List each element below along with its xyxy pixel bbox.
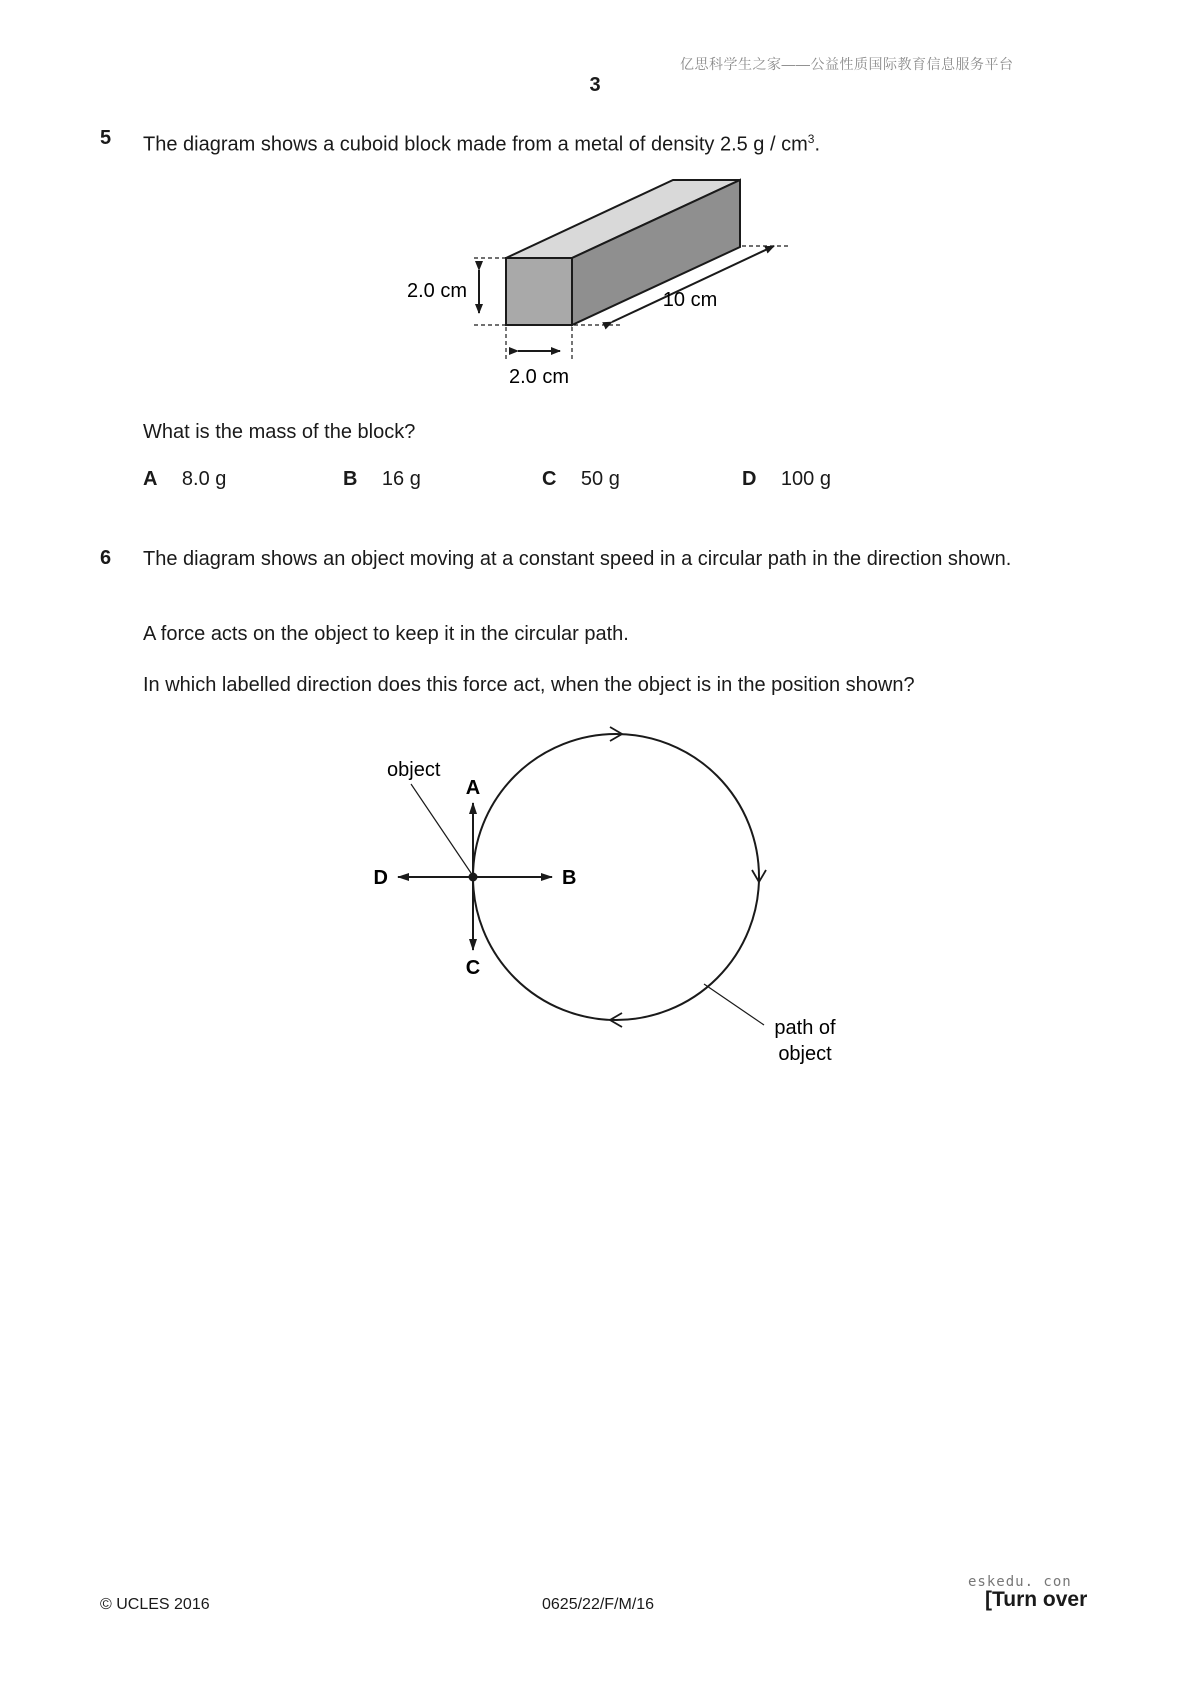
- page-number: 3: [589, 74, 601, 96]
- direction-b-label: B: [562, 867, 577, 889]
- option-c-value: 50 g: [580, 468, 620, 490]
- question-5-option-a: [143, 468, 226, 491]
- footer-copyright: © UCLES 2016: [100, 1596, 210, 1613]
- width-label: 2.0 cm: [508, 366, 570, 388]
- path-label-line2: object: [778, 1043, 832, 1065]
- question-5-stem: [143, 127, 820, 158]
- length-label: 10 cm: [662, 289, 718, 311]
- object-dot: [469, 873, 478, 882]
- question-5-option-d: [742, 468, 831, 491]
- question-5-prompt: What is the mass of the block?: [143, 421, 416, 443]
- direction-a-label: A: [465, 777, 481, 799]
- question-6-number: 6: [100, 547, 112, 569]
- option-d-value: 100 g: [780, 468, 831, 490]
- question-5-option-b: [343, 468, 421, 491]
- turn-over-label: [Turn over: [985, 1588, 1088, 1611]
- option-a-value: 8.0 g: [181, 468, 227, 490]
- path-label-line1: path of: [774, 1017, 836, 1039]
- cuboid-front-face: [506, 258, 572, 325]
- option-d-letter: D: [742, 468, 757, 490]
- height-label: 2.0 cm: [406, 280, 467, 302]
- question-5-stem-text: The diagram shows a cuboid block made from a metal of density 2.5 g / cm: [143, 133, 808, 156]
- direction-c-label: C: [465, 957, 481, 979]
- watermark-text: 亿思科学生之家——公益性质国际教育信息服务平台: [680, 56, 1014, 72]
- circular-path-diagram: [340, 720, 860, 1080]
- option-b-letter: B: [343, 468, 358, 490]
- option-c-letter: C: [542, 468, 557, 490]
- question-6-line2: A force acts on the object to keep it in the circular path.: [143, 623, 629, 645]
- option-a-letter: A: [143, 468, 158, 490]
- option-b-value: 16 g: [381, 468, 421, 490]
- question-5-number: 5: [100, 127, 112, 149]
- footer-paper-code: 0625/22/F/M/16: [542, 1596, 655, 1613]
- question-5-stem-superscript: 3: [807, 132, 815, 146]
- direction-d-label: D: [373, 867, 388, 889]
- object-label: object: [387, 759, 441, 781]
- site-watermark: eskedu. con: [968, 1574, 1072, 1590]
- question-5-option-c: [542, 468, 620, 491]
- question-6-stem: The diagram shows an object moving at a constant speed in a circular path in the direction shown.: [143, 548, 1012, 570]
- question-6-prompt: In which labelled direction does this force act, when the object is in the position shown?: [143, 674, 915, 696]
- question-5-stem-end: .: [814, 133, 821, 156]
- cuboid-diagram: [390, 170, 810, 400]
